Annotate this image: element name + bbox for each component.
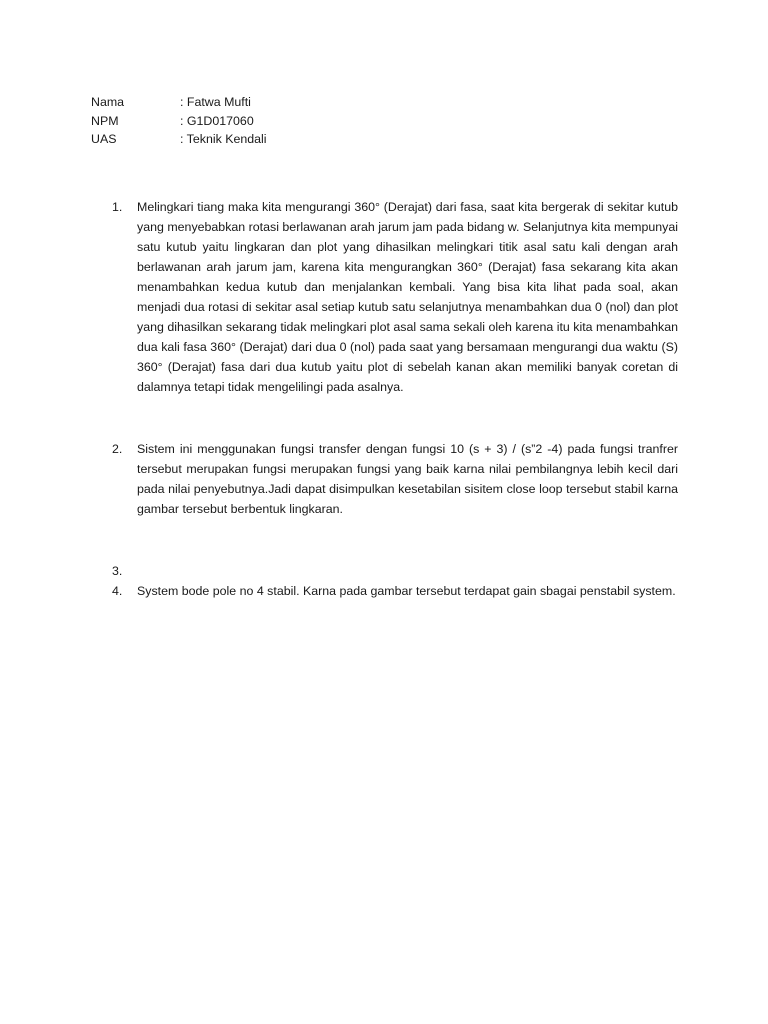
answer-number: 1. [112,200,123,214]
npm-label: NPM [91,113,119,128]
answer-text [137,561,678,581]
answer-number: 3. [112,564,123,578]
answer-item-1 [112,197,678,397]
uas-value: : Teknik Kendali [180,132,267,146]
answer-number: 4. [112,584,123,598]
answer-text: Sistem ini menggunakan fungsi transfer dengan fungsi 10 (s + 3) / (s”2 -4) pada fungsi tranfrer tersebut merupakan fungsi merupakan fungsi yang baik karna nilai pembilangnya lebih kecil dari pada nilai penyebutnya.Jadi dapat disimpulkan kesetabilan sisitem close loop tersebut stabil karna gambar tersebut berbentuk lingkaran. [137,442,678,516]
student-info [91,93,267,149]
answer-number: 2. [112,442,123,456]
answer-item-2 [112,439,678,519]
uas-label: UAS [91,132,117,146]
info-row-name [91,93,267,112]
info-row-uas [91,130,267,149]
answer-item-3 [112,561,678,581]
answer-text: System bode pole no 4 stabil. Karna pada gambar tersebut terdapat gain sbagai penstabil system. [137,584,676,598]
answer-list [112,197,678,601]
name-value: : Fatwa Mufti [180,95,251,109]
name-label: Nama [91,95,125,109]
answer-item-4 [112,581,678,601]
answer-text: Melingkari tiang maka kita mengurangi 360° (Derajat) dari fasa, saat kita bergerak di sekitar kutub yang menyebabkan rotasi berlawanan arah jarum jam pada bidang w. Selanjutnya kita mempunyai satu kutub yaitu lingkaran dan plot yang dihasilkan melingkari titik asal satu kali dengan arah berlawanan arah jarum jam, karena kita mengurangkan 360° (Derajat) fasa sekarang kita akan menambahkan kedua kutub dan menjalankan kembali. Yang bisa kita lihat pada soal, akan menjadi dua rotasi di sekitar asal setiap kutub satu selanjutnya menambahkan dua 0 (nol) dan plot yang dihasilkan sekarang tidak melingkari plot asal sama sekali oleh karena itu kita menambahkan dua kali fasa 360° (Derajat) dari dua 0 (nol) pada saat yang bersamaan mengurangi dua waktu (S) 360° (Derajat) fasa dari dua kutub yaitu plot di sebelah kanan akan memiliki banyak coretan di dalamnya tetapi tidak mengelilingi pada asalnya. [137,200,678,394]
info-row-npm [91,112,267,131]
npm-value: : G1D017060 [180,113,254,128]
